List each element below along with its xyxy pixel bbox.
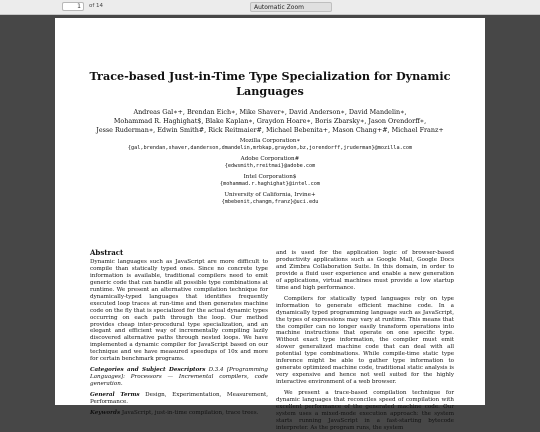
abstract-text: Dynamic languages such as JavaScript are more difficult to compile than statically typed ones. Since no concrete type information is available, traditional compilers need to emit generic code that can handle all possible type combinations at runtime. We present an alternative compilation technique for dynamically-typed languages that identifies frequently executed loop traces at run-time and then generates machine code on the fly that is specialized for the actual dynamic types occurring on each path through the loop. Our method provides cheap inter-procedural type specialization, and an elegant and efficient way of incrementally compiling lazily discovered alternative paths through nested loops. We have implemented a dynamic compiler for JavaScript based on our technique and we have measured speedups of 10x and more for certain benchmark programs. [90, 258, 268, 363]
authors-line-1: Andreas Gal∗+, Brendan Eich∗, Mike Shaver∗, David Anderson∗, David Mandelin∗, [133, 108, 407, 116]
intro-paragraph-1: and is used for the application logic of browser-based productivity applications such as Google Mail, Google Docs and Zimbra Collaboration Suite. In this domain, in order to provide a fluid user experience and enable a new generation of applications, virtual machines must provide a low startup time and high performance. [276, 250, 454, 291]
affiliation-adobe [55, 156, 485, 170]
affiliation-uci [55, 192, 485, 206]
intro-paragraph-2: Compilers for statically typed languages rely on type information to generate efficient machine code. In a dynamically typed programming language such as JavaScript, the types of expressions may vary at runtime. This means that the compiler can no longer easily transform operations into machine instructions that operate on one specific type. Without exact type information, the compiler must emit slower generalized machine code that can deal with all potential type combinations. While compile-time static type inference might be able to gather type information to generate optimized machine code, traditional static analysis is very expensive and hence not well suited for the highly interactive environment of a web browser. [276, 295, 454, 386]
affiliation-name: Intel Corporation$ [243, 174, 297, 180]
general-terms-text: Design, Experimentation, Measurement, Performance. [90, 392, 269, 406]
page-number-input[interactable]: 1 [62, 2, 84, 11]
general-terms-label: General Terms [90, 392, 140, 399]
pdf-page [55, 18, 485, 431]
page-total-label: of 14 [89, 3, 104, 9]
categories-text: D.3.4 [Programming Languages]: Processors — Incremental compilers, code generation. [90, 367, 268, 388]
affiliation-email: {edwsmith,rreitmai}@adobe.com [224, 163, 316, 169]
affiliation-email: {gal,brendan,shaver,danderson,dmandelin,mrbkap,graydon,bz,jorendorff,jruderman}@mozilla.com [127, 145, 413, 151]
author-list [85, 108, 455, 135]
categories-paragraph [90, 367, 268, 388]
affiliation-intel [55, 174, 485, 188]
affiliation-name: Adobe Corporation# [240, 156, 300, 162]
affiliation-name: Mozilla Corporation∗ [239, 138, 301, 144]
keywords-text: JavaScript, just-in-time compilation, trace trees. [121, 410, 259, 417]
intro-paragraph-3: We present a trace-based compilation technique for dynamic languages that reconciles speed of compilation with excellent performance of the generated machine code. Our system uses a mixed-mode execution approach: the system starts running JavaScript in a fast-starting bytecode interpreter. As the program runs, the system [276, 390, 454, 431]
left-column [90, 250, 268, 417]
right-column [276, 250, 454, 432]
authors-line-3: Jesse Ruderman∗, Edwin Smith#, Rick Reitmaier#, Michael Bebenita+, Mason Chang+#, Michael Franz+ [96, 126, 444, 134]
zoom-select[interactable]: Automatic Zoom [250, 2, 332, 12]
pdf-toolbar [0, 0, 540, 15]
affiliation-email: {mohammad.r.haghighat}@intel.com [220, 181, 320, 187]
affiliation-name: University of California, Irvine+ [224, 192, 316, 198]
categories-label: Categories and Subject Descriptors [90, 367, 206, 374]
paper-title: Trace-based Just-in-Time Type Specialization for Dynamic Languages [89, 69, 451, 98]
affiliation-email: {mbebenit,changm,franz}@uci.edu [221, 199, 319, 205]
abstract-heading: Abstract [90, 248, 124, 257]
general-terms-paragraph [90, 392, 268, 406]
keywords-label: Keywords [90, 410, 121, 417]
affiliation-mozilla [55, 138, 485, 152]
authors-line-2: Mohammad R. Haghighat$, Blake Kaplan∗, Graydon Hoare∗, Boris Zbarsky∗, Jason Orendorff∗, [113, 117, 427, 125]
keywords-paragraph [90, 410, 268, 417]
